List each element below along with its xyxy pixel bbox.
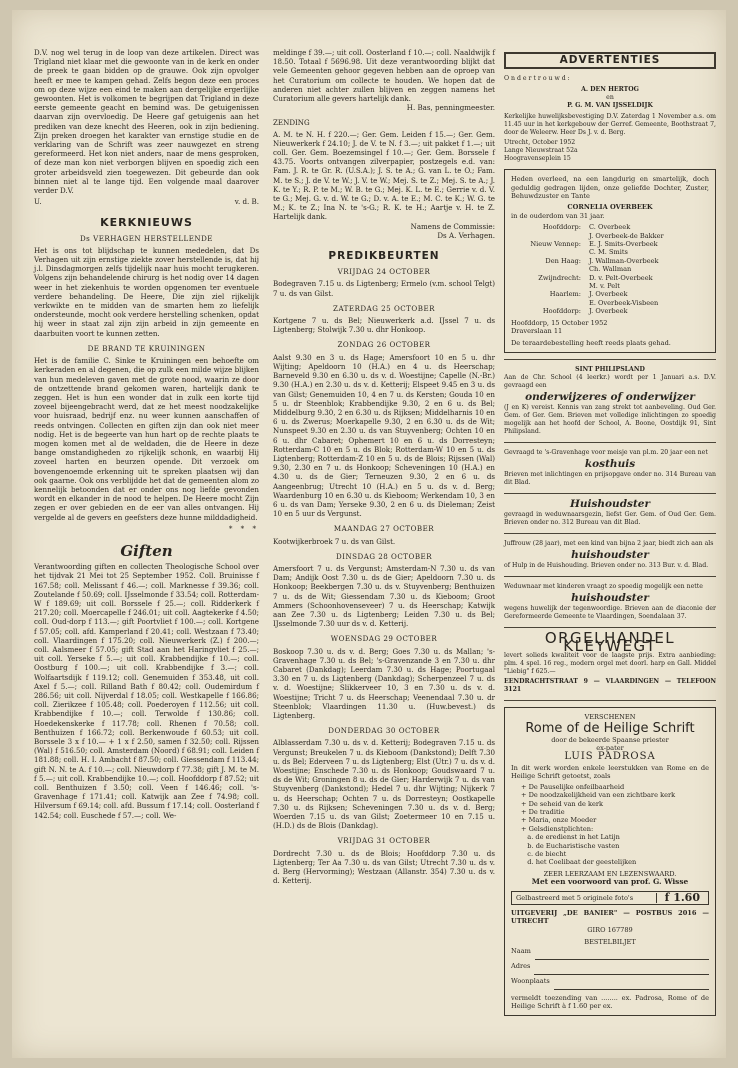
day-heading: ZONDAG 26 OCTOBER	[337, 340, 431, 350]
wedding-announcement: O n d e r t r o u w d : A. DEN HERTOG en P. G. M. VAN IJSSELDIJK Kerkelijke huwelijksbevestiging D.V. Zaterdag 1 November a.s. om 11.45 uur in het kerkgebouw der Gerref. Gemeente, Boothstraat 7, door de Weleerw. Heer Ds J. v. d. Berg. Utrecht, October 1952 Lange Nieuwstraat 52a Hoogravenseplein 15	[504, 75, 716, 163]
article-continuation: D.V. nog wel terug in de loop van deze artikelen. Direct was Trigland niet klaar met die gewoonte van in de kerk en onder de preek te gaan bidden op de grauwe. Ook zijn opvolger heeft er mee te kampen gehad. Zelfs begon deze een proces om op deze wijze een eind te maken aan dergelijke ergerlijke gewoonten. Het is volkomen te begrijpen dat Trigland in deze eerste gemeente geacht en bemind was. De getuigenissen daarvan zijn overvloedig. De Heere gaf getuigenis aan het prediken van deze knecht des Heeren, ook in zijn bediening. Zijn preken droegen het karakter van ernstige studie en de verklaring van de Schrift was zeer nauwgezet en streng gereformeerd. Het kon niet anders, naar de mens gesproken, of deze man kon niet verborgen blijven en spoedig zich een groter arbeidsveld zien toegewezen. Dit gebeurde dan ook binnen niet al te lange tijd. Een volgende maal daarover verder D.V.	[34, 48, 259, 196]
family-row	[511, 299, 709, 307]
column-left	[34, 48, 259, 820]
book-advertisement: VERSCHENEN Rome of de Heilige Schrift door de bekeerde Spaanse priester ex-pater LUIS PADROSA In dit werk worden enkele leerstukken van Rome en de Heilige Schrift getoetst, zoals + De Pauselijke onfeilbaarheid + De noodzakelijkheid van een zichtbare kerk + De seheid van de kerk + De traditie + Maria, onze Moeder + Gelsdienstplichten: a. de eredienst in het Latijn b. de Eucharistische vasten c. de biecht d. het Coelibaat der geestelijken ZEER LEERZAAM EN LEZENSWAARD. Met een voorwoord van prof. G. Wisse Gelbastreerd met 5 originele foto's f 1.60 UITGEVERIJ „DE BANIER" — POSTBUS 2016 — UTRECHT GIRO 167789 BESTELBILJET Naam Adres Woonplaats vermeldt toezending van ........ ex. Padrosa, Rome of de Heilige Schrift à f 1.60 per ex.	[504, 707, 716, 1017]
family-place: Hoofddorp:	[542, 307, 581, 316]
day-heading: DINSDAG 28 OCTOBER	[335, 551, 433, 561]
day-text: Bodegraven 7.15 u. ds Ligtenberg; Ermelo (v.m. school Telgt) 7 u. ds van Gilst.	[273, 279, 495, 298]
book-topic: + De noodzakelijkheid van een zichtbare kerk	[521, 791, 676, 800]
kerknieuws-heading: KERKNIEUWS	[100, 216, 193, 230]
family-names: J. Wallman-Overbeek	[589, 256, 659, 265]
family-place	[511, 282, 589, 290]
family-names: J. Overbeek-de Bakker	[589, 231, 664, 240]
day-text: Alblasserdam 7.30 u. ds v. d. Ketterij; Bodegraven 7.15 u. ds Vergunst; Breukelen 7 u. ds Kieboom (Dankstond); Delft 7.30 u. ds Bel; Ederveen 7 u. ds Ligtenberg; Elst (Utr.) 7 u. ds v. d. Woestijne; Enschede 7.30 u. ds Honkoop; Goudswaard 7 u. ds de Wit; Groningen 8 u. ds de Gier; Harderwijk 7 u. ds van Stuyvenberg (Dankstond); Hedel 7 u. dhr Wijting; Nijkerk 7 u. ds Heerschap; Ochten 7 u. ds Dorresteyn; Oostkapelle 7.30 u. ds Rijksen; Scheveningen 7.30 u. ds v. d. Berg; Woerden 7.15 u. ds van Gilst; Zoetermeer 10 en 7.15 u. (H.D.) ds de Blois (Dankdag).	[273, 738, 495, 831]
column-advertisements	[504, 52, 716, 1022]
day-text: Kortgene 7 u. ds Bel; Nieuwerkerk a.d. IJssel 7 u. ds Ligtenberg; Stolwijk 7.30 u. dhr Honkoop.	[273, 316, 495, 335]
brand-text: Het is de familie C. Sinke te Kruiningen een behoefte om kerkeraden en al degenen, die op zulk een milde wijze blijken van hun medeleven gaven met de grote nood, waarin ze door de ontzettende brand gekomen waren, hartelijk dank te zeggen. Het is hun een wonder dat in zulk een korte tijd zoveel bijeengebracht werd, dat ze het meest noodzakelijke voor huisraad, bedrijf enz. nu weer kunnen aanschaffen of reeds ontvingen. Collecten en giften zijn dan ook niet meer nodig. Het is de begeerte van hun hart op de rechte plaats te mogen komen met al de weldaden, die de Heere in deze bange omstandigheden zo rijkelijk schonk, en waarbij Hij zoveel harten en beurzen opende. Dit verzoek om bovengenoemde erkenning uit te spreken plaatsen wij dan ook gaarne. Ook ons verblijdde het dat de gemeenten alom zo kennelijk betoonden dat er onder ons nog liefde gevonden wordt en elkander in de nood te helpen. De Heere mocht Zijn zegen er over gebieden en de eer van alles ontvangen. Hij vergelde al de gevers en geefsters deze hunne milddadigheid.	[34, 356, 259, 522]
family-place: Den Haag:	[545, 256, 581, 265]
book-topic: + Maria, onze Moeder	[521, 816, 597, 825]
family-row	[511, 232, 709, 240]
section-separator: * * *	[228, 523, 259, 533]
family-row	[511, 282, 709, 290]
predikbeurten-heading: PREDIKBEURTEN	[328, 250, 440, 263]
day-heading: WOENSDAG 29 OCTOBER	[330, 634, 438, 644]
penningmeester-signature: H. Bas, penningmeester.	[406, 103, 495, 113]
order-form-title: BESTELBILJET	[584, 938, 636, 947]
day-heading: VRIJDAG 24 OCTOBER	[337, 267, 431, 277]
book-topic: + De Pauselijke onfeilbaarheid	[521, 782, 625, 791]
zending-heading: ZENDING	[273, 118, 310, 128]
book-title: Rome of de Heilige Schrift	[525, 721, 695, 737]
price-box: Gelbastreerd met 5 originele foto's f 1.60	[511, 891, 709, 905]
death-notice: Heden overleed, na een langdurig en smartelijk, doch geduldig gedragen lijden, onze geliefde Dochter, Zuster, Behuwdzuster en Tante CORNELIA OVERBEEK in de ouderdom van 31 jaar. Hoofddorp: C. Overbeek J. Overbeek-de Bakker Nieuw Vennep: E. J. Smits-Overbeek C. M. Smits Den Haag: J. Wallman-Overbeek Ch. Wallman Zwijndrecht: D. v. Pelt-Overbeek M. v. Pelt Haarlem: J. Overbeek E. Overbeek-Visbeen Hoofddorp: J. Overbeek Hoofddorp, 15 October 1952 Draverslaan 11 De teraardebestelling heeft reeds plaats gehad.	[504, 169, 716, 353]
kosthuis-ad: Gevraagd te 's-Gravenhage voor meisje van pl.m. 20 jaar een net kosthuis Brieven met inlichtingen en prijsopgave onder no. 314 Bureau van dit Blad.	[504, 448, 716, 486]
day-text: Aalst 9.30 en 3 u. ds Hage; Amersfoort 10 en 5 u. dhr Wijting; Apeldoorn 10 (H.A.) en 4 u. ds Heerschap; Barneveld 9.30 en 6.30 u. ds v. d. Woestijne; Capelle (N.-Br.) 9.30 (H.A.) en 2.30 u. ds v. d. Ketterij; Elspeet 9.45 en 3 u. ds van Gilst; Genemuiden 10, 4 en 7 u. ds Kersten; Gouda 10 en 5 u. dr Steenblok; Krabbendijke 9.30, 2 en 6 u. ds Bel; Middelburg 9.30, 2 en 6.30 u. ds Rijksen; Middelharnis 10 en 6 u. ds Zwerus; Moerkapelle 9.30, 2 en 6.30 u. ds de Wit; Nunspeet 9.30 en 2.30 u. ds van Stuyvenberg; Ochten 10 en 6 u. dhr Cabaret; Ophemert 10 en 6 u. ds Dorresteyn; Rotterdam-C 10 en 5 u. ds Blok; Rotterdam-W 10 en 5 u. ds Ligtenberg; Rotterdam-Z 10 en 5 u. ds de Blois; Rijssen (Wal) 9.30, 2.30 en 7 u. ds Honkoop; Scheveningen 10 (H.A.) en 4.30 u. ds de Gier; Terneuzen 9.30, 2 en 6 u. ds Aangeenbrug; Utrecht 10 (H.A.) en 5 u. ds v. d. Berg; Waardenburg 10 en 6.30 u. ds Kieboom; Werkendam 10, 3 en 6 u. ds van Dam; Yerseke 9.30, 2 en 6 u. ds Dieleman; Zeist 10 en 5 uur ds Vergunst.	[273, 352, 495, 519]
family-row	[511, 257, 709, 265]
family-names: J. Overbeek	[589, 290, 628, 299]
book-topic: + De seheid van de kerk	[521, 799, 604, 808]
giften-text: Verantwoording giften en collecten Theologische School over het tijdvak 21 Mei tot 25 September 1952. Coll. Bruinisse f 167.58; coll. Melissant f 46.—; coll. Marknesse f 39.36; coll. Zoutelande f 50.69; coll. IJsselmonde f 33.54; coll. Rotterdam-W f 189.69; uit coll. Borssele f 25.—; coll. Ridderkerk f 217.20; coll. Moercapelle f 246.01; uit coll. Aagtekerke f 4.50; coll. Oud-dorp f 113.—; gift Poortvliet f 100.—; coll. Kortgene f 57.05; coll. afd. Kamperland f 20.41; coll. Westzaan f 73.40; coll. Vlaardingen f 175.20; coll. Nieuwerkerk (Z.) f 200.—; coll. Aalsmeer f 57.05; gift Stad aan het Haringvliet f 25.—; uit coll. Yerseke f 5.—; uit coll. Krabbendijke f 10.—; coll. Oostburg f 100.—; uit coll. Krabbendijke f 3.—; coll. Wolfaartsdijk f 119.12; coll. Genemuiden f 353.48, uit coll. Axel f 5.—; coll. Rilland Bath f 80.42; coll. Oudemirdum f 286.56; uit coll. Nijverdal f 18.05; coll. Westkapelle f 166.86; coll. Zierikzee f 105.48; coll. Poederoyen f 112.56; uit coll. Krabbendijke f 10.—; coll. Terwolde f 130.86; coll. Hoedekenskerke f 117.78; coll. Rhenen f 70.58; coll. Benthuizen f 166.72; coll. Berkenwoude f 60.53; uit coll. Borssele 3 x f 10.— + 1 x f 2.50, samen f 32.50; coll. Rijssen (Wal) f 516.50; coll. Amsterdam (Noord) f 68.91; coll. Leiden f 181.88; coll. H. I. Ambacht f 87.50; coll. Giessendam f 113.44; gift N. N. te A. f 10.—; coll. Nieuwdorp f 77.38; gift J. M. te M. f 5.—; uit coll. Krabbendijke 10.—; coll. Hoofddorp f 87.52; uit coll. Benthuizen f 3.50; coll. Veen f 146.46; coll. 's-Gravenhage f 171.41; coll. Katwijk aan Zee f 74.98; coll. Hilversum f 69.14; coll. afd. Bussum f 17.14; coll. Oosterland f 142.54; coll. Euschede f 57.—; coll. We-	[34, 562, 259, 820]
family-place: Haarlem:	[549, 290, 581, 299]
commissie-signature-1: Namens de Commissie:	[410, 221, 495, 231]
family-names: E. Overbeek-Visbeen	[589, 298, 659, 307]
huishoudster-ad-3: Weduwnaar met kinderen vraagt zo spoedig mogelijk een nette huishoudster wegens huwelijk der tegenwoordige. Brieven aan de diaconie der Gereformeerde Gemeente te Vlaardingen, Soendalaan 37.	[504, 582, 716, 620]
giften-continuation: meldinge f 39.—; uit coll. Oosterland f 10.—; coll. Naaldwijk f 18.50. Totaal f 5696.98. Uit deze verantwoording blijkt dat vele Gemeenten gehoor gegeven hebben aan de oproep van het Curatorium om collecte te houden. We hopen dat de anderen niet achter zullen blijven en zeggen namens het Curatorium alle gevers hartelijk dank.	[273, 48, 495, 104]
family-row	[511, 265, 709, 273]
newspaper-page	[12, 10, 726, 1058]
column-middle	[273, 48, 495, 885]
family-names: D. v. Pelt-Overbeek	[589, 273, 653, 282]
family-place	[511, 248, 589, 256]
day-text: Amersfoort 7 u. ds Vergunst; Amsterdam-N 7.30 u. ds van Dam; Andijk Oost 7.30 u. ds de Gier; Apeldoorn 7.30 u. ds Honkoop; Beekbergen 7.30 u. ds v. Stuyvenberg; Benthuizen 7 u. ds de Wit; Giessendam 7.30 u. ds Kieboom; Groot Ammers (Schoonhovenseveer) 7 u. ds Heerschap; Katwijk aan Zee 7.30 u. ds Ligtenberg; Leiden 7.30 u. ds Bel; IJsselmonde 7.30 uur ds v. d. Ketterij.	[273, 563, 495, 629]
book-topic: c. de biecht	[521, 850, 567, 859]
zending-text: A. M. te N. H. f 220.—; Ger. Gem. Leiden f 15.—; Ger. Gem. Nieuwerkerk f 24.10; J. de V. te N. f 3.—; uit pakket f 1.—; uit coll. Ger. Gem. Boezemsingel f 10.—; Ger. Gem. Borssele f 43.75. Voorts ontvangen zilverpapier, postzegels e.d. van: Fam. J. R. te Gr. R. (U.S.A.); J. S. te A.; G. van L. te O.; Fam. M. te S.; J. de V. te W.; J. V. te W.; Mej. S. te Z.; Mej. S. te A.; J. K. te Y.; R. P. te M.; W. B. te G.; Mej. K. L. te E.; Gerrie v. d. V. te G.; Mej. G. v. d. W. te G.; D. v. A. te E.; M. C. te K.; W. G. te M.; K. te Z.; Ina N. te 's-G.; R. K. te H.; Aartje v. H. te Z. Hartelijk dank.	[273, 129, 495, 222]
family-names: E. J. Smits-Overbeek	[589, 240, 658, 249]
orgelhandel-ad: ORGELHANDEL KLEYWEGT levert solieds kwaliteit voor de laagste prijs. Extra aanbieding: plm. 4 spel. 16 reg., modern orgel met doorl. harp en Gall. Middel "Liebig" f 625.— EENDRACHTSTRAAT 9 — VLAARDINGEN — TELEFOON 3121	[504, 628, 716, 693]
family-row	[511, 307, 709, 315]
day-heading: MAANDAG 27 OCTOBER	[333, 524, 435, 534]
school-vacancy-title: onderwijzeres of onderwijzer	[525, 390, 695, 403]
family-place	[511, 265, 589, 273]
book-topic: + De traditie	[521, 807, 565, 816]
family-names: Ch. Wallman	[589, 265, 632, 274]
verhagen-text: Het is ons tot blijdschap te kunnen mededelen, dat Ds Verhagen uit zijn ernstige ziekte zover herstellende is, dat hij j.l. Dinsdagmorgen zelfs tijdelijk naar huis mocht terugkeren. Volgens zijn behandelende chirurg is het nodig over 14 dagen weer in het ziekenhuis te worden opgenomen ter eventuele verdere behandeling. De Heere, Die zijn ziel rijkelijk verkwikte en te midden van de smarten hem zo liefelijk ondersteunde, mocht ook verdere herstelling schenken, opdat hij weer in staat zal zijn zijn arbeid in zijn gemeente en daarbuiten voort te kunnen zetten.	[34, 245, 259, 338]
day-heading: ZATERDAG 25 OCTOBER	[333, 303, 435, 313]
family-names: C. Overbeek	[589, 223, 631, 232]
huishoudster-ad-2: Juffrouw (28 jaar), met een kind van bijna 2 jaar, biedt zich aan als huishoudster of Hulp in de Huishouding. Brieven onder no. 313 Bur. v. d. Blad.	[504, 539, 714, 569]
family-place: Nieuw Vennep:	[530, 240, 581, 249]
book-topic: d. het Coelibaat der geestelijken	[521, 858, 637, 867]
day-text: Boskoop 7.30 u. ds v. d. Berg; Goes 7.30 u. ds Mallan; 's-Gravenhage 7.30 u. ds Bel; 's-Gravenzande 3 en 7.30 u. dhr Cabaret (Dankdag); Leerdam 7.30 u. ds Hage; Poortugaal 3.30 en 7 u. ds Ligtenberg (Dankdag); Scherpenzeel 7 u. ds v. d. Woestijne; Slikkerveer 10, 3 en 7.30 u. ds v. d. Woestijne; Tricht 7 u. ds Heerschap; Veenendaal 7.30 u. dr Steenblok; Vlaardingen 11.30 u. (Huw.bevest.) ds Ligtenberg.	[273, 646, 495, 720]
family-row	[511, 223, 709, 231]
family-place	[511, 299, 589, 307]
book-author: LUIS PADROSA	[564, 750, 656, 762]
order-name-field: Naam	[511, 947, 709, 962]
book-topic: a. de eredienst in het Latijn	[521, 833, 620, 842]
book-topics	[511, 783, 709, 867]
giften-heading: Giften	[120, 541, 173, 560]
family-names: M. v. Pelt	[589, 282, 620, 291]
family-place: Hoofddorp:	[542, 223, 581, 232]
family-row	[511, 248, 709, 256]
day-heading: DONDERDAG 30 OCTOBER	[328, 726, 440, 736]
verhagen-subheading: Ds VERHAGEN HERSTELLENDE	[80, 233, 213, 243]
book-price: f 1.60	[656, 893, 708, 903]
family-names: C. M. Smits	[589, 248, 628, 257]
family-row	[511, 240, 709, 248]
commissie-signature-2: Ds A. Verhagen.	[437, 230, 495, 240]
school-vacancy: SINT PHILIPSLAND Aan de Chr. School (4 leerkr.) wordt per 1 Januari a.s. D.V. gevraagd een onderwijzeres of onderwijzer (J en K) vereist. Kennis van zang strekt tot aanbeveling. Oud Ger. Gem. of Ger. Gem. Brieven met volledige inlichtingen zo spoedig mogelijk aan het hoofd der School, A. Boone, Oostdijk 91, Sint Philipsland.	[504, 365, 716, 435]
family-list	[511, 223, 709, 315]
article-signature: U. v. d. B.	[34, 197, 259, 207]
book-topic: + Gelsdienstplichten:	[521, 824, 594, 833]
brand-subheading: DE BRAND TE KRUININGEN	[87, 343, 206, 353]
day-text: Dordrecht 7.30 u. ds de Blois; Hoofddorp 7.30 u. ds Ligtenberg; Ter Aa 7.30 u. ds van Gilst; Utrecht 7.30 u. ds v. d. Berg (Hervorming); Westzaan (Allanstr. 354) 7.30 u. ds v. d. Ketterij.	[273, 848, 495, 886]
family-row	[511, 274, 709, 282]
book-topic: b. de Eucharistische vasten	[521, 841, 620, 850]
order-adres-field: Adres	[511, 962, 709, 977]
family-names: J. Overbeek	[589, 307, 628, 316]
order-woonplaats-field: Woonplaats	[511, 977, 709, 992]
advertenties-heading: ADVERTENTIES	[504, 52, 716, 69]
family-place: Zwijndrecht:	[538, 273, 581, 282]
day-heading: VRIJDAG 31 OCTOBER	[337, 836, 431, 846]
day-text: Kootwijkerbroek 7 u. ds van Gilst.	[273, 536, 396, 546]
family-place	[511, 232, 589, 240]
family-row	[511, 290, 709, 298]
huishoudster-ad-1: Huishoudster gevraagd in weduwnaarsgezin, liefst Ger. Gem. of Oud Ger. Gem. Brieven onder no. 312 Bureau van dit Blad.	[504, 497, 716, 526]
